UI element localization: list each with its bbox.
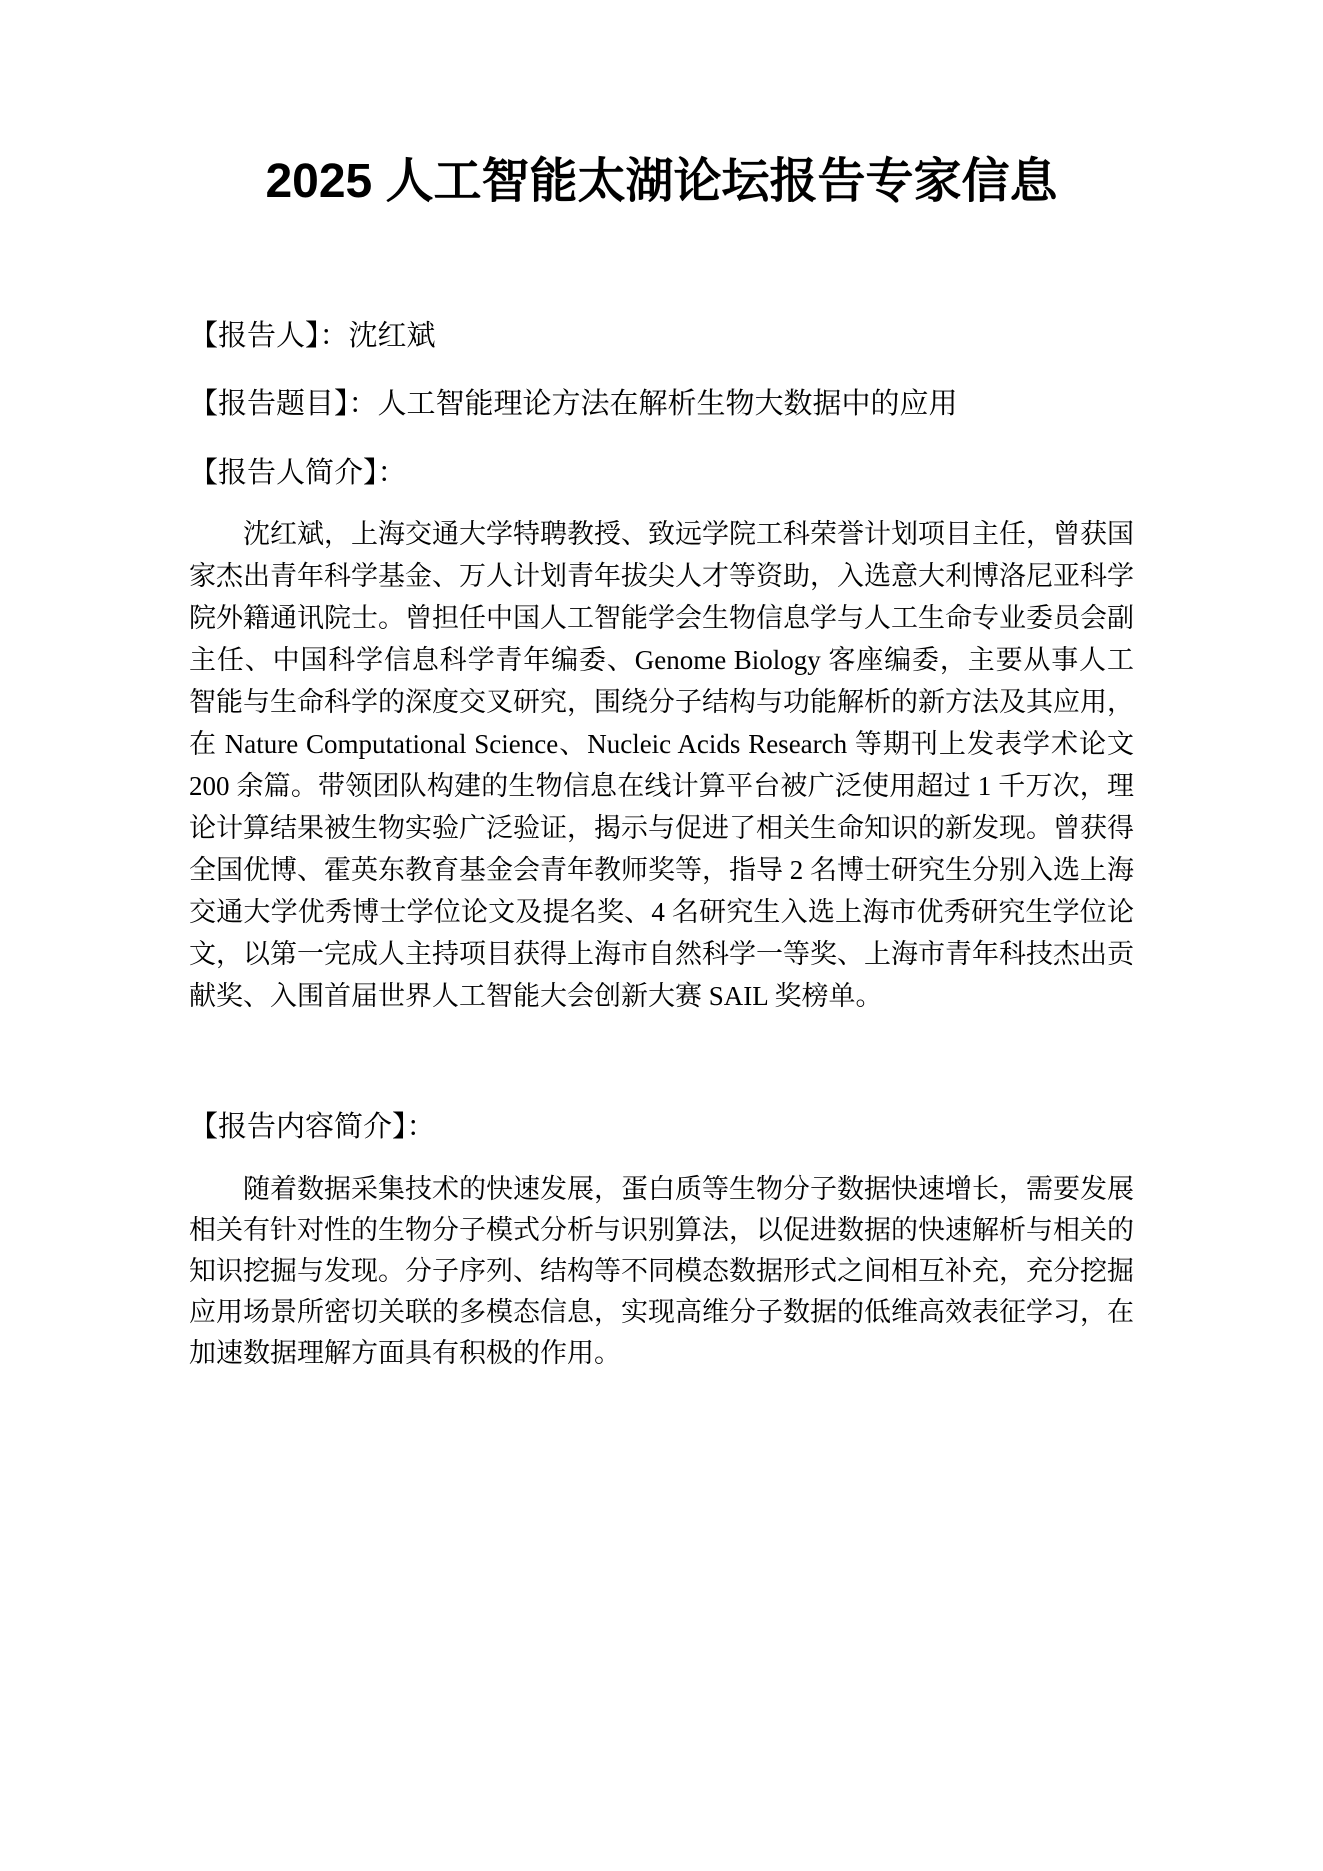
topic-line [189, 386, 1134, 422]
speaker-name: 沈红斌 [348, 320, 436, 352]
speaker-label: 【报告人】： [189, 320, 349, 352]
topic-text: 人工智能理论方法在解析生物大数据中的应用 [377, 388, 958, 420]
abstract-heading [189, 1109, 1134, 1145]
document-title: 2025 人工智能太湖论坛报告专家信息 [265, 155, 1058, 208]
bio-heading [189, 455, 1134, 491]
bio-label: 【报告人简介】： [189, 457, 407, 489]
bio-paragraph: 沈红斌，上海交通大学特聘教授、致远学院工科荣誉计划项目主任，曾获国家杰出青年科学基金、万人计划青年拔尖人才等资助，入选意大利博洛尼亚科学院外籍通讯院士。曾担任中国人工智能学会生物信息学与人工生命专业委员会副主任、中国科学信息科学青年编委、Genome Biology 客座编委，主要从事人工智能与生命科学的深度交叉研究，围绕分子结构与功能解析的新方法及其应用，在 Nature Computational Science、Nucleic Acids Research 等期刊上发表学术论文 200 余篇。带领团队构建的生物信息在线计算平台被广泛使用超过 1 千万次，理论计算结果被生物实验广泛验证，揭示与促进了相关生命知识的新发现。曾获得全国优博、霍英东教育基金会青年教师奖等，指导 2 名博士研究生分别入选上海交通大学优秀博士学位论文及提名奖、4 名研究生入选上海市优秀研究生学位论文，以第一完成人主持项目获得上海市自然科学一等奖、上海市青年科技杰出贡献奖、入围首届世界人工智能大会创新大赛 SAIL 奖榜单。 [189, 519, 1134, 1011]
abstract-label: 【报告内容简介】： [189, 1111, 436, 1143]
speaker-line [189, 318, 1134, 354]
abstract-paragraph: 随着数据采集技术的快速发展，蛋白质等生物分子数据快速增长，需要发展相关有针对性的生物分子模式分析与识别算法，以促进数据的快速解析与相关的知识挖掘与发现。分子序列、结构等不同模态数据形式之间相互补充，充分挖掘应用场景所密切关联的多模态信息，实现高维分子数据的低维高效表征学习，在加速数据理解方面具有积极的作用。 [189, 1174, 1134, 1368]
document-content [189, 0, 1134, 1374]
topic-label: 【报告题目】： [189, 388, 378, 420]
